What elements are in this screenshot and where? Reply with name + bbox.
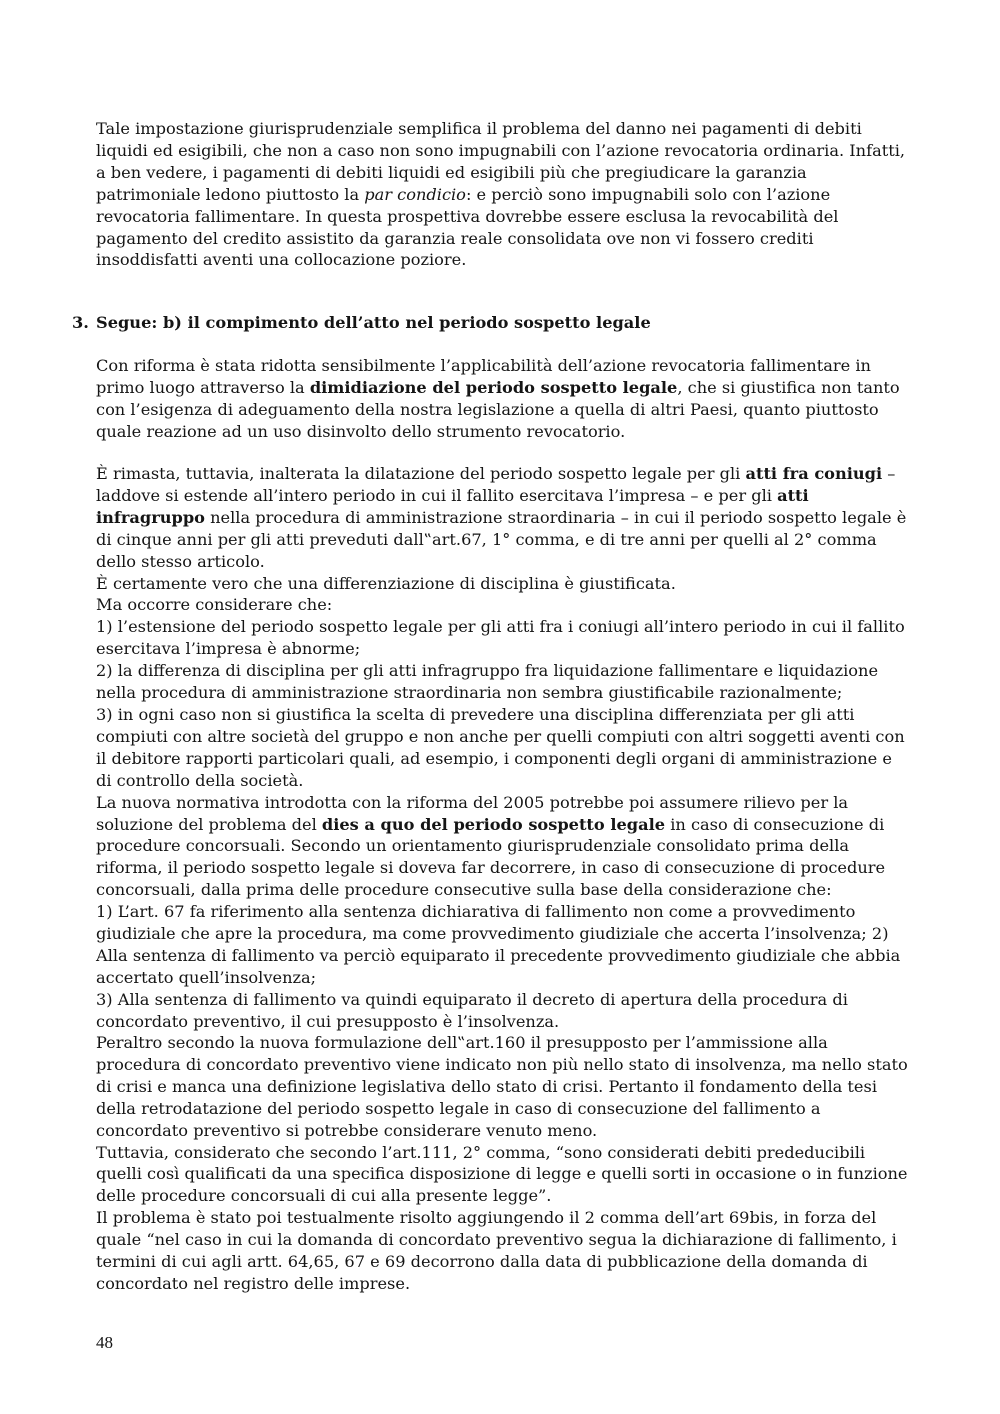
bold-term: atti infragruppo [96, 485, 809, 527]
text-run: La nuova normativa introdotta con la riforma del 2005 potrebbe poi assumere rilievo per la soluzione del problema del [96, 792, 849, 834]
text-line: È certamente vero che una differenziazione di disciplina è giustificata. [96, 573, 676, 593]
bold-term: atti fra coniugi [745, 464, 883, 483]
list-item: 2) la differenza di disciplina per gli atti infragruppo fra liquidazione fallimentare e liquidazione nella procedura di amministrazione straordinaria non sembra giustificabile razionalmente; [96, 661, 879, 703]
text-run: nella procedura di amministrazione straordinaria – in cui il periodo sospetto legale è di cinque anni per gli atti preveduti dall‟art.67, 1° comma, e di tre anni per quelli al 2° comma dello stesso articolo. [96, 507, 907, 571]
bold-term: dimidiazione del periodo sospetto legale [309, 377, 678, 397]
list-item: 3) in ogni caso non si giustifica la scelta di prevedere una disciplina differenziata per gli atti compiuti con altre società del gruppo e non anche per quelli compiuti con altri soggetti aventi con il debitore rapporti particolari quali, ad esempio, i componenti degli organi di amministrazione e di controllo della società. [96, 704, 905, 790]
paragraph-spouses [96, 463, 908, 1033]
text-line: Ma occorre considerare che: [96, 595, 333, 615]
section-heading [72, 312, 912, 334]
text-run: in caso di consecuzione di procedure concorsuali. Secondo un orientamento giurisprudenziale consolidato prima della riforma, il periodo sospetto legale si doveva far decorrere, in caso di consecuzione di procedure concorsuali, dalla prima delle procedure consecutive sulla base della considerazione che: [96, 814, 886, 900]
text-run: : e perciò sono impugnabili solo con l’azione revocatoria fallimentare. In questa prospettiva dovrebbe essere esclusa la revocabilità del pagamento del credito assistito da garanzia reale consolidata ove non vi fossero crediti insoddisfatti aventi una collocazione poziore. [96, 184, 839, 270]
text-run: È rimasta, tuttavia, inalterata la dilatazione del periodo sospetto legale per gli [96, 464, 746, 483]
paragraph-art160 [96, 1032, 908, 1295]
paragraph-reform [96, 355, 908, 443]
text-line: Il problema è stato poi testualmente risolto aggiungendo il 2 comma dell’art 69bis, in forza del quale “nel caso in cui la domanda di concordato preventivo segua la dichiarazione di fallimento, i termini di cui agli artt. 64,65, 67 e 69 decorrono dalla data di pubblicazione della domanda di concordato nel registro delle imprese. [96, 1208, 897, 1293]
text-run: – laddove si estende all’intero periodo in cui il fallito esercitava l’impresa – e per gli [96, 464, 896, 505]
bold-term: dies a quo del periodo sospetto legale [321, 814, 666, 834]
text-line: 1) L’art. 67 fa riferimento alla sentenza dichiarativa di fallimento non come a provvedimento giudiziale che apre la procedura, ma come provvedimento giudiziale che accerta l’insolvenza; 2) Alla sentenza di fallimento va perciò equiparato il precedente provvedimento giudiziale che abbia accertato quell’insolvenza; [96, 902, 901, 987]
page-number: 48 [96, 1333, 113, 1352]
list-item: 1) l’estensione del periodo sospetto legale per gli atti fra i coniugi all’intero periodo in cui il fallito esercitava l’impresa è abnorme; [96, 617, 905, 659]
section-title: Segue: b) il compimento dell’atto nel periodo sospetto legale [96, 313, 651, 332]
italic-term: par condicio [364, 184, 466, 204]
text-run: , che si giustifica non tanto con l’esigenza di adeguamento della nostra legislazione a quella di altri Paesi, quanto piuttosto quale reazione ad un uso disinvolto dello strumento revocatorio. [96, 377, 900, 441]
text-paragraph: Peraltro secondo la nuova formulazione dell‟art.160 il presupposto per l’ammissione alla procedura di concordato preventivo viene indicato non più nello stato di insolvenza, ma nello stato di crisi e manca una definizione legislativa dello stato di crisi. Pertanto il fondamento della tesi della retrodatazione del periodo sospetto legale in caso di consecuzione del fallimento a concordato preventivo si potrebbe considerare venuto meno. [96, 1033, 908, 1140]
text-run: Con riforma è stata ridotta sensibilmente l’applicabilità dell’azione revocatoria fallimentare in primo luogo attraverso la [96, 356, 871, 397]
paragraph-intro [96, 118, 908, 271]
text-line: 3) Alla sentenza di fallimento va quindi equiparato il decreto di apertura della procedura di concordato preventivo, il cui presupposto è l’insolvenza. [96, 989, 848, 1031]
section-number: 3. [72, 313, 89, 332]
text-line: Tuttavia, considerato che secondo l’art.111, 2° comma, “sono considerati debiti prededucibili quelli così qualificati da una specifica disposizione di legge e quelli sorti in occasione o in funzione delle procedure concorsuali di cui alla presente legge”. [96, 1142, 908, 1206]
text-run: Tale impostazione giurisprudenziale semplifica il problema del danno nei pagamenti di debiti liquidi ed esigibili, che non a caso non sono impugnabili con l’azione revocatoria ordinaria. Infatti, a ben vedere, i pagamenti di debiti liquidi ed esigibili più che pregiudicare la garanzia patrimoniale ledono piuttosto la [96, 119, 906, 204]
